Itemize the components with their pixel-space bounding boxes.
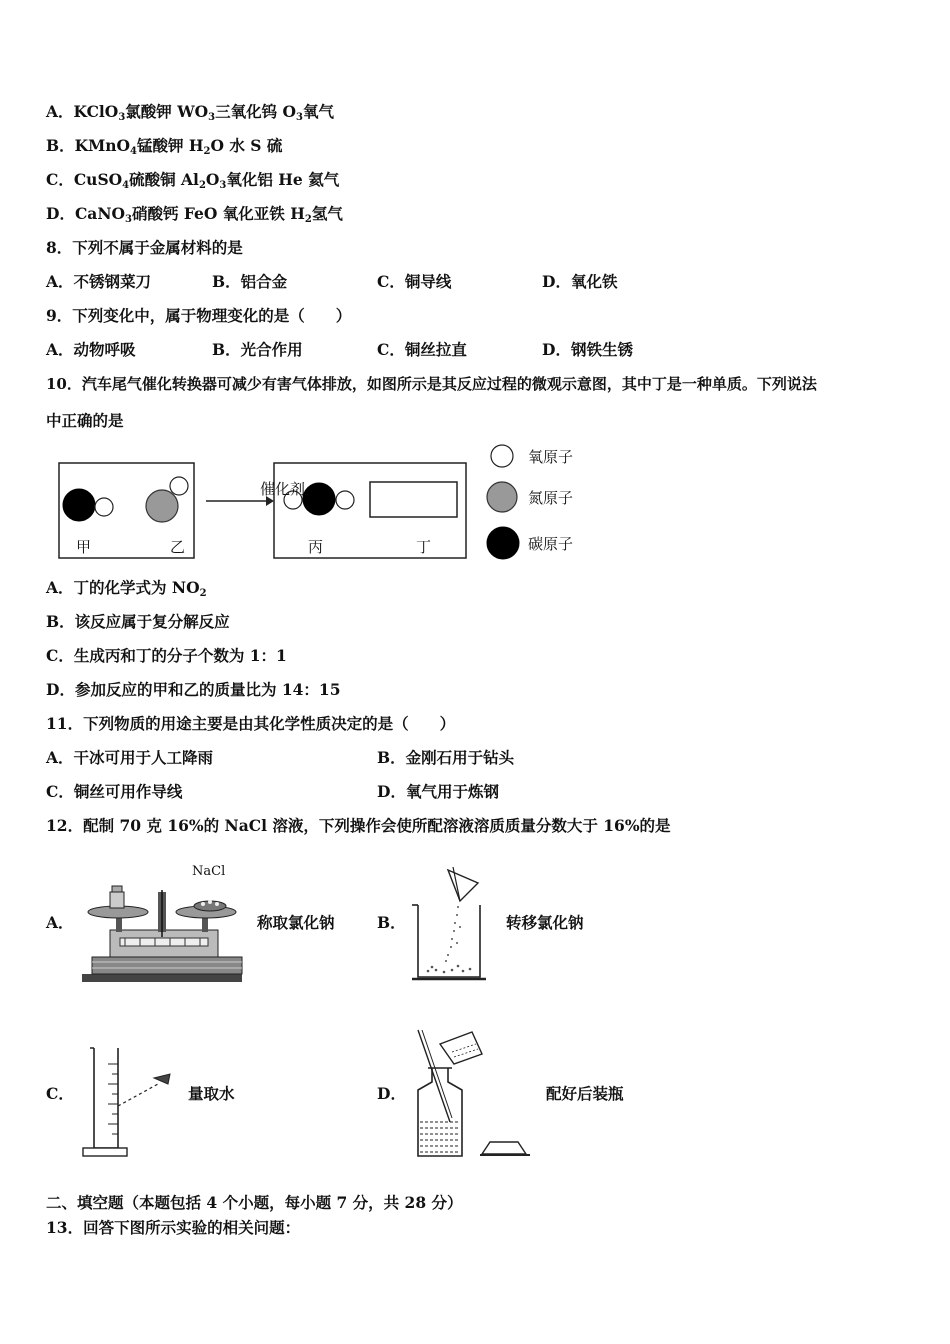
q11-option-d[interactable]: D．氧气用于炼钢 bbox=[377, 782, 499, 801]
catalyst-label: 催化剂 bbox=[260, 480, 306, 498]
crystal-2 bbox=[456, 914, 458, 916]
q9-option-b[interactable]: B．光合作用 bbox=[212, 340, 303, 359]
balance-body bbox=[92, 957, 242, 974]
reagent-bottle bbox=[418, 1068, 462, 1156]
left-pan-post bbox=[116, 918, 122, 932]
section-2-heading: 二、填空题（本题包括 4 个小题，每小题 7 分，共 28 分） bbox=[46, 1193, 463, 1212]
beaker-outline bbox=[418, 905, 480, 977]
bottling-figure bbox=[410, 1026, 536, 1160]
balance-figure bbox=[80, 862, 250, 986]
bottling-svg bbox=[410, 1026, 536, 1160]
crystal-17 bbox=[431, 966, 434, 969]
q12-option-a-letter[interactable]: A． bbox=[46, 913, 74, 932]
nacl-grain-3 bbox=[215, 902, 219, 906]
crystal-4 bbox=[453, 930, 455, 932]
q12-stem: 12．配制 70 克 16%的 NaCl 溶液，下列操作会使所配溶液溶质质量分数大于 16%的是 bbox=[46, 816, 671, 835]
q8-option-b[interactable]: B．铝合金 bbox=[212, 272, 288, 291]
cylinder-base bbox=[83, 1148, 127, 1156]
label-bing: 丙 bbox=[308, 538, 324, 556]
q11-option-c[interactable]: C．铜丝可用作导线 bbox=[46, 782, 183, 801]
q11-stem: 11．下列物质的用途主要是由其化学性质决定的是（ ） bbox=[46, 714, 456, 733]
legend-carbon-circle bbox=[487, 527, 519, 559]
molecule-jia-oxygen bbox=[95, 498, 113, 516]
q10-option-c[interactable]: C．生成丙和丁的分子个数为 1：1 bbox=[46, 646, 287, 665]
pouring-beaker bbox=[440, 1032, 482, 1064]
q8-option-a[interactable]: A．不锈钢菜刀 bbox=[46, 272, 152, 291]
q7-option-a: A．KClO$_3$氯酸钾 $WO_3$三氧化钨 $O_3$氧气 bbox=[46, 102, 334, 123]
molecule-yi-nitrogen bbox=[146, 490, 178, 522]
legend-carbon-label: 碳原子 bbox=[528, 535, 574, 553]
reaction-diagram-svg bbox=[58, 444, 598, 564]
q10-option-d[interactable]: D．参加反应的甲和乙的质量比为 14：15 bbox=[46, 680, 341, 699]
nacl-grain-2 bbox=[208, 900, 212, 904]
reaction-diagram bbox=[58, 444, 598, 564]
crystal-13 bbox=[443, 971, 446, 974]
crystal-16 bbox=[469, 968, 472, 971]
crystal-1 bbox=[457, 906, 459, 908]
sight-line bbox=[118, 1084, 158, 1106]
balance-svg bbox=[80, 862, 250, 986]
q12-option-c-text[interactable]: 量取水 bbox=[188, 1084, 235, 1103]
crystal-7 bbox=[447, 954, 449, 956]
q12-option-d-text[interactable]: 配好后装瓶 bbox=[546, 1084, 624, 1103]
balance-base bbox=[82, 974, 242, 982]
q7-option-b: B．KMnO$_4$锰酸钾 $H_2O$ 水 S 硫 bbox=[46, 136, 283, 157]
balance-scale-bar bbox=[120, 938, 208, 946]
q10-stem-line2: 中正确的是 bbox=[46, 411, 124, 430]
q13-stem: 13．回答下图所示实验的相关问题： bbox=[46, 1218, 301, 1237]
weighing-paper bbox=[448, 870, 478, 901]
q9-option-c[interactable]: C．铜丝拉直 bbox=[377, 340, 467, 359]
crystal-3 bbox=[454, 922, 456, 924]
crystal-9 bbox=[459, 926, 461, 928]
q12-option-d-letter[interactable]: D． bbox=[377, 1084, 406, 1103]
q8-option-d[interactable]: D．氧化铁 bbox=[542, 272, 618, 291]
q9-stem: 9．下列变化中，属于物理变化的是（ ） bbox=[46, 306, 352, 325]
legend-oxygen-label: 氧原子 bbox=[528, 448, 574, 466]
beaker-pour-svg bbox=[408, 865, 493, 985]
weight-top bbox=[112, 886, 122, 892]
q12-option-b-letter[interactable]: B． bbox=[377, 913, 406, 932]
q10-stem-line1: 10．汽车尾气催化转换器可减少有害气体排放，如图所示是其反应过程的微观示意图，其中丁是一种单质。下列说法 bbox=[46, 375, 817, 393]
q12-option-c-letter[interactable]: C． bbox=[46, 1084, 74, 1103]
q12-option-a-text[interactable]: 称取氯化钠 bbox=[257, 913, 335, 932]
q9-option-d[interactable]: D．钢铁生锈 bbox=[542, 340, 633, 359]
crystal-12 bbox=[435, 969, 438, 972]
cylinder-figure bbox=[80, 1044, 180, 1160]
crystal-14 bbox=[451, 969, 454, 972]
q7-option-c: C．CuSO$_4$硫酸铜 $Al_2O_3$氧化铝 He 氦气 bbox=[46, 170, 340, 191]
legend-nitrogen-label: 氮原子 bbox=[528, 489, 574, 507]
cylinder-svg bbox=[80, 1044, 180, 1160]
q11-option-a[interactable]: A．干冰可用于人工降雨 bbox=[46, 748, 214, 767]
nacl-grain-1 bbox=[201, 902, 205, 906]
nacl-label: NaCl bbox=[192, 864, 226, 879]
molecule-ding-placeholder bbox=[370, 482, 457, 517]
right-pan-post bbox=[202, 918, 208, 932]
bottle-stopper bbox=[482, 1142, 526, 1154]
molecule-yi-oxygen bbox=[170, 477, 188, 495]
crystal-5 bbox=[451, 938, 453, 940]
weight-small bbox=[110, 892, 124, 908]
q8-stem: 8．下列不属于金属材料的是 bbox=[46, 238, 243, 257]
beaker-pour-figure bbox=[408, 865, 493, 985]
cylinder-wall bbox=[94, 1048, 118, 1148]
label-jia: 甲 bbox=[76, 538, 92, 556]
crystal-18 bbox=[457, 965, 460, 968]
q12-option-b-text[interactable]: 转移氯化钠 bbox=[506, 913, 584, 932]
crystal-10 bbox=[456, 942, 458, 944]
crystal-6 bbox=[450, 946, 452, 948]
crystal-11 bbox=[427, 970, 430, 973]
label-ding: 丁 bbox=[416, 538, 432, 556]
crystal-8 bbox=[445, 960, 447, 962]
q7-option-d: D．CaNO$_3$硝酸钙 FeO 氧化亚铁 $H_2$氢气 bbox=[46, 204, 343, 225]
label-yi: 乙 bbox=[170, 538, 186, 556]
falling-crystals bbox=[427, 906, 472, 973]
eye-icon bbox=[154, 1074, 170, 1084]
q9-option-a[interactable]: A．动物呼吸 bbox=[46, 340, 136, 359]
molecule-bing-oxygen-right bbox=[336, 491, 354, 509]
q10-option-b[interactable]: B．该反应属于复分解反应 bbox=[46, 612, 230, 631]
cylinder-ticks bbox=[108, 1064, 118, 1134]
crystal-15 bbox=[462, 970, 465, 973]
bottle-liquid bbox=[420, 1122, 460, 1152]
q11-option-b[interactable]: B．金刚石用于钻头 bbox=[377, 748, 515, 767]
legend-oxygen-circle bbox=[491, 445, 513, 467]
legend-nitrogen-circle bbox=[487, 482, 517, 512]
q10-option-a[interactable]: A．丁的化学式为 $NO_2$ bbox=[46, 578, 207, 599]
molecule-jia-carbon bbox=[63, 489, 95, 521]
molecule-bing-carbon bbox=[303, 483, 335, 515]
q8-option-c[interactable]: C．铜导线 bbox=[377, 272, 452, 291]
